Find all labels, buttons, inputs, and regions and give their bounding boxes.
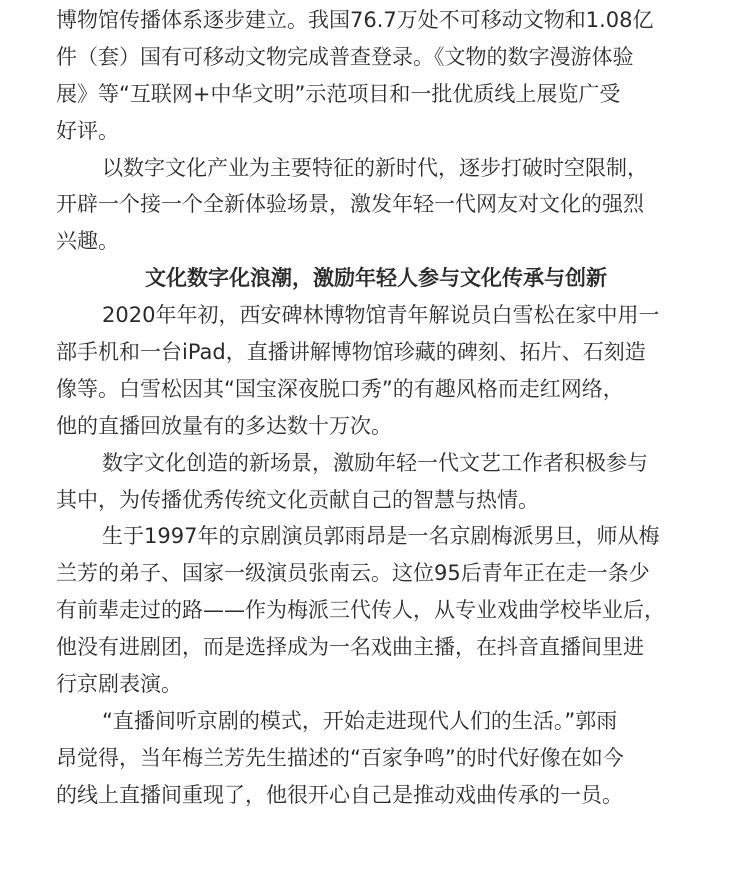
text-line: 有前辈走过的路——作为梅派三代传人，从专业戏曲学校毕业后， xyxy=(56,598,665,623)
text-line: 兴趣。 xyxy=(56,229,119,254)
text-line: 部手机和一台iPad，直播讲解博物馆珍藏的碑刻、拓片、石刻造 xyxy=(56,340,646,365)
text-line: 行京剧表演。 xyxy=(56,672,182,697)
section-heading xyxy=(56,260,696,297)
paragraph-guo-yuang xyxy=(56,518,696,702)
text-line: “直播间听京剧的模式，开始走进现代人们的生活。”郭雨 xyxy=(102,708,618,733)
text-line: 生于1997年的京剧演员郭雨昂是一名京剧梅派男旦，师从梅 xyxy=(102,524,660,549)
text-line: 好评。 xyxy=(56,118,119,143)
text-line: 其中，为传播优秀传统文化贡献自己的智慧与热情。 xyxy=(56,487,539,512)
text-line: 开辟一个接一个全新体验场景，激发年轻一代网友对文化的强烈 xyxy=(56,192,644,217)
paragraph-new-scenes xyxy=(56,445,696,519)
text-line: 兰芳的弟子、国家一级演员张南云。这位95后青年正在走一条少 xyxy=(56,561,650,586)
text-line: 件（套）国有可移动文物完成普查登录。《文物的数字漫游体验 xyxy=(56,44,634,69)
article-body xyxy=(56,2,696,814)
text-line: 2020年年初，西安碑林博物馆青年解说员白雪松在家中用一 xyxy=(102,303,660,328)
text-line: 昂觉得，当年梅兰芳先生描述的“百家争鸣”的时代好像在如今 xyxy=(56,745,624,770)
paragraph-bai-xuesong xyxy=(56,297,696,445)
text-line: 他没有进剧团，而是选择成为一名戏曲主播，在抖音直播间里进 xyxy=(56,635,644,660)
text-line: 像等。白雪松因其“国宝深夜脱口秀”的有趣风格而走红网络， xyxy=(56,376,624,401)
paragraph-quote xyxy=(56,703,696,814)
paragraph-digital-era xyxy=(56,150,696,261)
text-line: 博物馆传播体系逐步建立。我国76.7万处不可移动文物和1.08亿 xyxy=(56,8,654,32)
text-line: 的线上直播间重现了，他很开心自己是推动戏曲传承的一员。 xyxy=(56,782,623,807)
paragraph-museum-system xyxy=(56,2,696,150)
text-line: 他的直播回放量有的多达数十万次。 xyxy=(56,413,392,438)
section-heading-text: 文化数字化浪潮，激励年轻人参与文化传承与创新 xyxy=(145,266,607,291)
text-line: 数字文化创造的新场景，激励年轻一代文艺工作者积极参与 xyxy=(102,450,648,475)
text-line: 展》等“互联网+中华文明”示范项目和一批优质线上展览广受 xyxy=(56,81,621,106)
text-line: 以数字文化产业为主要特征的新时代，逐步打破时空限制， xyxy=(102,155,648,180)
